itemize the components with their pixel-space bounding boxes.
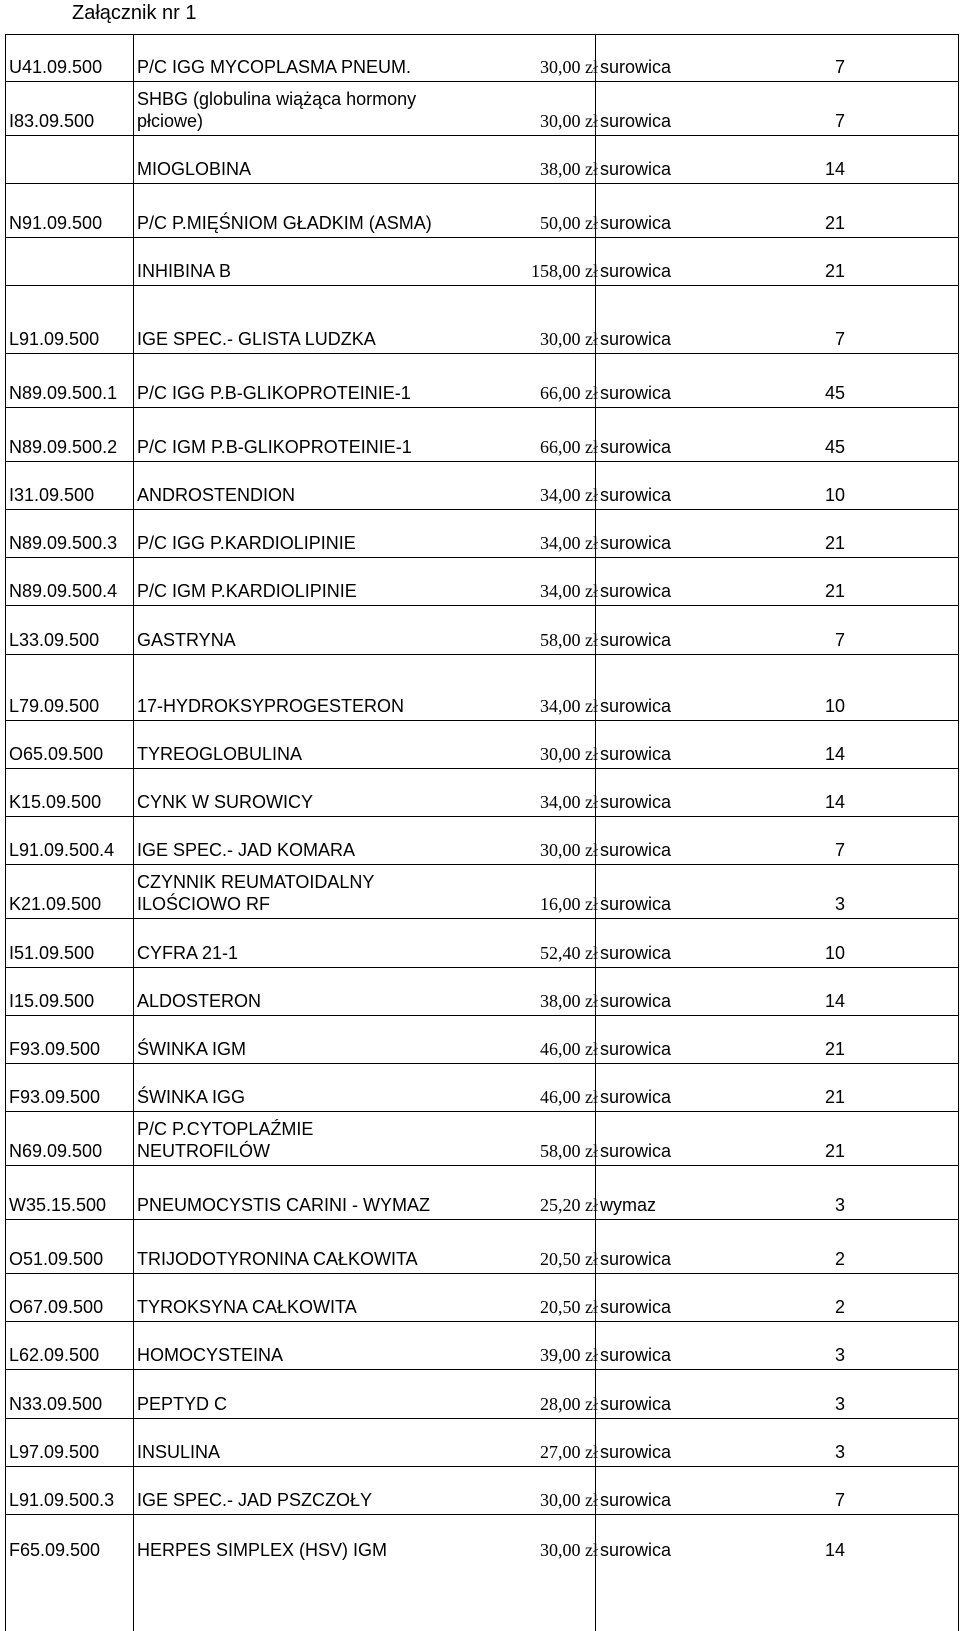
sample-material: surowica (600, 1442, 672, 1462)
test-price: 66,00 zł (540, 383, 598, 403)
test-name: TYREOGLOBULINA (137, 744, 303, 764)
table-row (5, 864, 959, 918)
table-row (5, 81, 959, 135)
test-name: P/C IGG MYCOPLASMA PNEUM. (137, 57, 412, 77)
test-price: 34,00 zł (540, 792, 598, 812)
test-name: PEPTYD C (137, 1394, 228, 1414)
turnaround-days: 14 (824, 991, 845, 1011)
test-price: 66,00 zł (540, 437, 598, 457)
test-name: P/C P.MIĘŚNIOM GŁADKIM (ASMA) (137, 213, 432, 233)
test-name: ANDROSTENDION (137, 485, 296, 505)
test-code: O65.09.500 (9, 744, 104, 764)
test-name: CZYNNIK REUMATOIDALNY ILOŚCIOWO RF (137, 872, 375, 914)
turnaround-days: 10 (824, 696, 845, 716)
test-price: 25,20 zł (540, 1195, 598, 1215)
test-name: INSULINA (137, 1442, 221, 1462)
turnaround-days: 7 (834, 840, 845, 860)
turnaround-days: 21 (824, 533, 845, 553)
turnaround-days: 14 (824, 159, 845, 179)
sample-material: surowica (600, 1540, 672, 1560)
test-price: 58,00 zł (540, 1141, 598, 1161)
test-name: P/C IGG P.B-GLIKOPROTEINIE-1 (137, 383, 411, 403)
sample-material: surowica (600, 581, 672, 601)
turnaround-days: 14 (824, 744, 845, 764)
table-row (5, 237, 959, 285)
table-row (5, 135, 959, 183)
turnaround-days: 3 (834, 1442, 845, 1462)
test-code: N89.09.500.3 (9, 533, 118, 553)
sample-material: surowica (600, 329, 672, 349)
test-name: CYFRA 21-1 (137, 943, 239, 963)
turnaround-days: 7 (834, 329, 845, 349)
sample-material: surowica (600, 533, 672, 553)
price-table (5, 34, 959, 1631)
test-name: TRIJODOTYRONINA CAŁKOWITA (137, 1249, 418, 1269)
sample-material: surowica (600, 111, 672, 131)
sample-material: surowica (600, 383, 672, 403)
turnaround-days: 7 (834, 1490, 845, 1510)
test-name: SHBG (globulina wiążąca hormony płciowe) (137, 89, 417, 131)
test-code: F65.09.500 (9, 1540, 101, 1560)
table-row (5, 509, 959, 557)
table-row (5, 34, 959, 81)
test-name: 17-HYDROKSYPROGESTERON (137, 696, 405, 716)
test-name: ALDOSTERON (137, 991, 262, 1011)
test-code: I83.09.500 (9, 111, 95, 131)
table-row (5, 1514, 959, 1564)
test-price: 39,00 zł (540, 1345, 598, 1365)
sample-material: surowica (600, 696, 672, 716)
test-code: L91.09.500.4 (9, 840, 115, 860)
turnaround-days: 2 (834, 1297, 845, 1317)
page-title: Załącznik nr 1 (72, 2, 197, 24)
test-price: 50,00 zł (540, 213, 598, 233)
table-row (5, 1111, 959, 1165)
table-row (5, 768, 959, 816)
table-row (5, 183, 959, 237)
table-row (5, 461, 959, 509)
test-price: 30,00 zł (540, 111, 598, 131)
test-price: 30,00 zł (540, 1490, 598, 1510)
test-price: 34,00 zł (540, 485, 598, 505)
test-price: 16,00 zł (540, 894, 598, 914)
turnaround-days: 21 (824, 1039, 845, 1059)
turnaround-days: 45 (824, 383, 845, 403)
test-code: F93.09.500 (9, 1039, 101, 1059)
test-code: K21.09.500 (9, 894, 102, 914)
turnaround-days: 21 (824, 1087, 845, 1107)
test-price: 30,00 zł (540, 1540, 598, 1560)
turnaround-days: 3 (834, 1394, 845, 1414)
table-row (5, 1418, 959, 1466)
test-code: U41.09.500 (9, 57, 103, 77)
test-name: IGE SPEC.- JAD KOMARA (137, 840, 356, 860)
sample-material: wymaz (600, 1195, 657, 1215)
test-price: 30,00 zł (540, 744, 598, 764)
turnaround-days: 21 (824, 581, 845, 601)
turnaround-days: 45 (824, 437, 845, 457)
test-name: ŚWINKA IGG (137, 1087, 246, 1107)
table-row (5, 1369, 959, 1418)
table-row (5, 1466, 959, 1514)
turnaround-days: 21 (824, 1141, 845, 1161)
test-name: IGE SPEC.- GLISTA LUDZKA (137, 329, 376, 349)
test-code: N89.09.500.2 (9, 437, 118, 457)
test-price: 30,00 zł (540, 840, 598, 860)
test-name: GASTRYNA (137, 630, 236, 650)
table-row (5, 1063, 959, 1111)
test-price: 38,00 zł (540, 991, 598, 1011)
sample-material: surowica (600, 159, 672, 179)
sample-material: surowica (600, 485, 672, 505)
sample-material: surowica (600, 894, 672, 914)
test-code: L91.09.500 (9, 329, 100, 349)
test-name: HOMOCYSTEINA (137, 1345, 284, 1365)
table-row (5, 1273, 959, 1321)
sample-material: surowica (600, 213, 672, 233)
table-row (5, 285, 959, 353)
table-row (5, 654, 959, 720)
test-code: W35.15.500 (9, 1195, 107, 1215)
test-price: 58,00 zł (540, 630, 598, 650)
sample-material: surowica (600, 57, 672, 77)
sample-material: surowica (600, 1141, 672, 1161)
sample-material: surowica (600, 840, 672, 860)
sample-material: surowica (600, 1345, 672, 1365)
test-code: I51.09.500 (9, 943, 95, 963)
table-row (5, 353, 959, 407)
test-name: HERPES SIMPLEX (HSV) IGM (137, 1540, 388, 1560)
table-row (5, 557, 959, 605)
test-code: F93.09.500 (9, 1087, 101, 1107)
sample-material: surowica (600, 261, 672, 281)
table-row (5, 1165, 959, 1219)
test-price: 158,00 zł (531, 261, 598, 281)
test-name: IGE SPEC.- JAD PSZCZOŁY (137, 1490, 373, 1510)
test-price: 34,00 zł (540, 581, 598, 601)
test-name: P/C IGM P.KARDIOLIPINIE (137, 581, 357, 601)
sample-material: surowica (600, 1249, 672, 1269)
test-price: 30,00 zł (540, 57, 598, 77)
turnaround-days: 21 (824, 261, 845, 281)
turnaround-days: 14 (824, 1540, 845, 1560)
test-name: CYNK W SUROWICY (137, 792, 314, 812)
test-code: O51.09.500 (9, 1249, 104, 1269)
turnaround-days: 10 (824, 485, 845, 505)
test-code: L91.09.500.3 (9, 1490, 115, 1510)
test-name: P/C IGM P.B-GLIKOPROTEINIE-1 (137, 437, 412, 457)
test-price: 34,00 zł (540, 696, 598, 716)
turnaround-days: 3 (834, 1345, 845, 1365)
test-name: PNEUMOCYSTIS CARINI - WYMAZ (137, 1195, 431, 1215)
turnaround-days: 3 (834, 894, 845, 914)
test-code: L62.09.500 (9, 1345, 100, 1365)
table-row (5, 1015, 959, 1063)
turnaround-days: 14 (824, 792, 845, 812)
table-row (5, 720, 959, 768)
turnaround-days: 7 (834, 57, 845, 77)
sample-material: surowica (600, 437, 672, 457)
test-price: 46,00 zł (540, 1039, 598, 1059)
test-code: N89.09.500.4 (9, 581, 118, 601)
test-code: I31.09.500 (9, 485, 95, 505)
test-code: N33.09.500 (9, 1394, 103, 1414)
turnaround-days: 7 (834, 111, 845, 131)
test-price: 34,00 zł (540, 533, 598, 553)
sample-material: surowica (600, 630, 672, 650)
test-price: 20,50 zł (540, 1249, 598, 1269)
test-price: 20,50 zł (540, 1297, 598, 1317)
table-row (5, 1321, 959, 1369)
sample-material: surowica (600, 792, 672, 812)
test-price: 30,00 zł (540, 329, 598, 349)
turnaround-days: 10 (824, 943, 845, 963)
table-row (5, 816, 959, 864)
turnaround-days: 2 (834, 1249, 845, 1269)
test-code: L33.09.500 (9, 630, 100, 650)
test-name: MIOGLOBINA (137, 159, 252, 179)
test-name: TYROKSYNA CAŁKOWITA (137, 1297, 357, 1317)
sample-material: surowica (600, 1394, 672, 1414)
test-code: N91.09.500 (9, 213, 103, 233)
table-row (5, 1219, 959, 1273)
table-row (5, 407, 959, 461)
test-price: 28,00 zł (540, 1394, 598, 1414)
turnaround-days: 21 (824, 213, 845, 233)
test-price: 38,00 zł (540, 159, 598, 179)
test-price: 46,00 zł (540, 1087, 598, 1107)
sample-material: surowica (600, 1039, 672, 1059)
test-code: K15.09.500 (9, 792, 102, 812)
test-code: L79.09.500 (9, 696, 100, 716)
sample-material: surowica (600, 744, 672, 764)
table-row (5, 605, 959, 654)
sample-material: surowica (600, 1087, 672, 1107)
test-code: I15.09.500 (9, 991, 95, 1011)
test-name: P/C P.CYTOPLAŹMIE NEUTROFILÓW (137, 1119, 314, 1161)
test-code: L97.09.500 (9, 1442, 100, 1462)
test-code: N69.09.500 (9, 1141, 103, 1161)
test-price: 27,00 zł (540, 1442, 598, 1462)
sample-material: surowica (600, 991, 672, 1011)
turnaround-days: 7 (834, 630, 845, 650)
test-name: ŚWINKA IGM (137, 1039, 247, 1059)
sample-material: surowica (600, 1490, 672, 1510)
test-code: O67.09.500 (9, 1297, 104, 1317)
test-name: P/C IGG P.KARDIOLIPINIE (137, 533, 356, 553)
table-row (5, 918, 959, 967)
sample-material: surowica (600, 1297, 672, 1317)
test-name: INHIBINA B (137, 261, 232, 281)
table-row (5, 967, 959, 1015)
sample-material: surowica (600, 943, 672, 963)
turnaround-days: 3 (834, 1195, 845, 1215)
test-price: 52,40 zł (540, 943, 598, 963)
test-code: N89.09.500.1 (9, 383, 118, 403)
